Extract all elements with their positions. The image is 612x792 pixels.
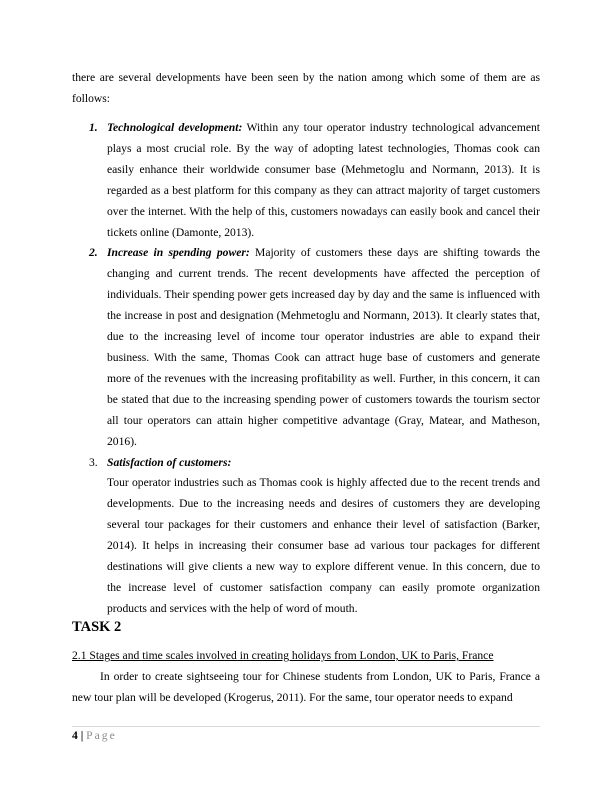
list-text: Tour operator industries such as Thomas cook is highly affected due to the recent trends and developments. Due to the increasing needs and desires of customers they are developing several tour packages for their customers and enhance their level of satisfaction (Barker, 2014). It helps in increasing their consumer base ad various tour packages for different destinations will give clients a new way to explore different venue. In this concern, due to the increase level of customer satisfaction company can easily promote organization products and services with the help of word of mouth. [107, 476, 540, 615]
list-number: 3. [89, 455, 98, 469]
list-text: Within any tour operator industry technological advancement plays a most crucial role. By the way of adopting latest technologies, Thomas cook can easily enhance their worldwide consumer base (Mehmetoglu and Normann, 2013). It is regarded as a best platform for this company as they can attract majority of target customers over the internet. With the help of this, customers nowadays can easily book and cancel their tickets online (Damonte, 2013). [107, 121, 541, 239]
list-heading: Technological development: [107, 121, 243, 134]
task-heading: TASK 2 [72, 619, 122, 635]
list-number: 2. [89, 246, 98, 260]
list-heading: Satisfaction of customers: [107, 455, 232, 469]
body-paragraph: In order to create sightseeing tour for Chinese students from London, UK to Paris, France a new tour plan will be developed (Krogerus, 2011). For the same, tour operator needs to expand [72, 670, 540, 704]
list-item-spending [72, 243, 540, 452]
page-label: Page [86, 729, 117, 742]
list-item-technological [72, 118, 540, 243]
footer-separator: | [80, 729, 84, 742]
development-list [72, 118, 540, 620]
list-heading: Increase in spending power: [107, 246, 250, 260]
page-number: 4 [72, 729, 78, 742]
list-item-satisfaction [72, 453, 540, 620]
section-subheading: 2.1 Stages and time scales involved in creating holidays from London, UK to Paris, France [72, 649, 494, 662]
footer-divider [72, 726, 540, 727]
intro-paragraph: there are several developments have been seen by the nation among which some of them are as follows: [72, 71, 540, 105]
page-footer [72, 729, 117, 743]
list-text: Majority of customers these days are shifting towards the changing and current trends. The recent developments have affected the perception of individuals. Their spending power gets increased day by day and the same is influenced with the increase in post and designation (Mehmetoglu and Normann, 2013). It clearly states that, due to the increasing level of income tour operator industries are able to expand their business. With the same, Thomas Cook can attract huge base of customers and generate more of the revenues with the increasing profitability as well. Further, in this concern, it can be stated that due to the increasing spending power of customers towards the tourism sector all tour operators can attain higher competitive advantage (Gray, Matear, and Matheson, 2016). [107, 246, 540, 448]
list-number: 1. [89, 121, 98, 134]
